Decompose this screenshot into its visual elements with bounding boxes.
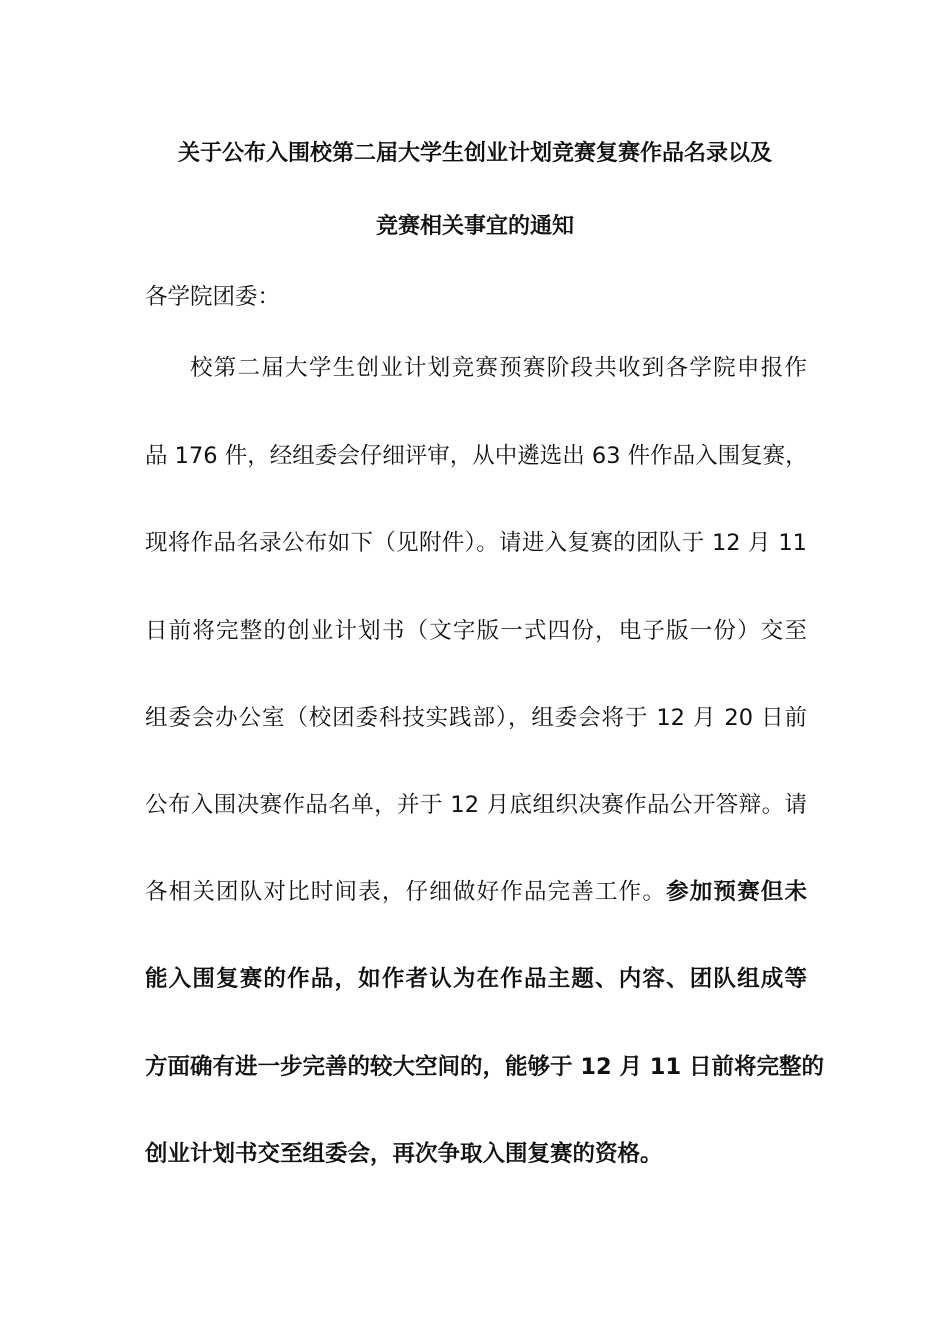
body-line-6: 公布入围决赛作品名单，并于 12 月底组织决赛作品公开答辩。请: [145, 792, 807, 818]
bold-line-3: 创业计划书交至组委会，再次争取入围复赛的资格。: [145, 1141, 663, 1167]
body-line-2: 品 176 件，经组委会仔细评审，从中遴选出 63 件作品入围复赛，: [145, 443, 808, 469]
body-line-3: 现将作品名录公布如下（见附件）。请进入复赛的团队于 12 月 11: [145, 530, 807, 556]
body-line-7-bold: 参加预赛但未: [666, 879, 807, 905]
body-line-7-regular: 各相关团队对比时间表，仔细做好作品完善工作。: [145, 879, 667, 905]
document-title-line-2: 竞赛相关事宜的通知: [375, 214, 574, 239]
body-line-5: 组委会办公室（校团委科技实践部），组委会将于 12 月 20 日前: [145, 705, 807, 731]
bold-line-1: 能入围复赛的作品，如作者认为在作品主题、内容、团队组成等: [145, 966, 807, 992]
body-line-7: [145, 875, 807, 909]
bold-line-2: 方面确有进一步完善的较大空间的，能够于 12 月 11 日前将完整的: [145, 1054, 824, 1080]
document-title-line-1: 关于公布入围校第二届大学生创业计划竞赛复赛作品名录以及: [177, 141, 772, 166]
body-line-4: 日前将完整的创业计划书（文字版一式四份，电子版一份）交至: [145, 618, 807, 644]
body-line-1: 校第二届大学生创业计划竞赛预赛阶段共收到各学院申报作: [190, 355, 807, 381]
salutation: 各学院团委：: [145, 284, 281, 310]
